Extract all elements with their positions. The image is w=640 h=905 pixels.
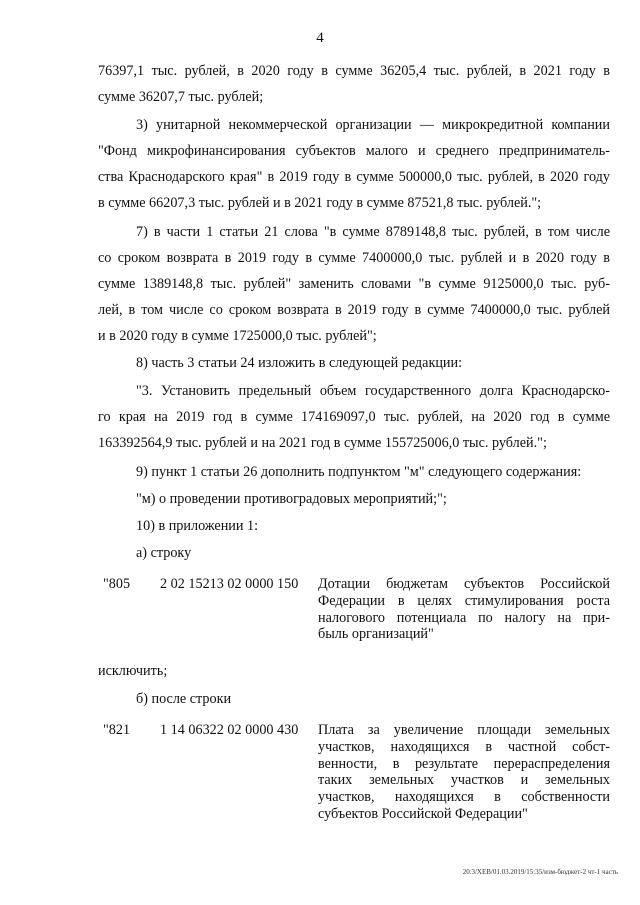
table-cell-admin-code: "805 [103, 576, 131, 592]
text-line: 76397,1 тыс. рублей, в 2020 году в сумме 36205,4 тыс. рублей, в 2021 году в [98, 63, 610, 79]
description-line: субъектов Российской Федерации" [318, 805, 528, 822]
text-line: 163392564,9 тыс. рублей и на 2021 год в сумме 155725006,0 тыс. рублей."; [98, 435, 547, 451]
text-line: 7) в части 1 статьи 21 слова "в сумме 8789148,8 тыс. рублей, в том числе [136, 224, 610, 240]
text-line: "м) о проведении противоградовых мероприятий;"; [136, 491, 447, 507]
table-cell-admin-code: "821 [103, 722, 131, 738]
description-line: налогового потенциала по налогу на при- [318, 609, 610, 626]
text-line: и в 2020 году в сумме 1725000,0 тыс. рублей"; [98, 328, 377, 344]
text-line: сумме 1389148,8 тыс. рублей" заменить словами "в сумме 9125000,0 тыс. руб- [98, 276, 610, 292]
document-footer-stamp: 20.3/ХЕВ/01.03.2019/15:35/изм-бюджет-2 чт-1 часть [462, 868, 618, 876]
text-line: 10) в приложении 1: [136, 518, 259, 534]
text-line: "3. Установить предельный объем государственного долга Краснодарско- [136, 383, 610, 399]
text-line: го края на 2019 год в сумме 174169097,0 тыс. рублей, на 2020 год в сумме [98, 409, 610, 425]
description-line: Дотации бюджетам субъектов Российской [318, 576, 610, 592]
table-cell-description [318, 576, 610, 643]
description-line: участков, находящихся в частной собст- [318, 738, 610, 755]
text-line: в сумме 66207,3 тыс. рублей и в 2021 году в сумме 87521,8 тыс. рублей."; [98, 195, 542, 211]
description-line: участков, находящихся в собственности [318, 789, 610, 806]
text-line: 9) пункт 1 статьи 26 дополнить подпунктом "м" следующего содержания: [136, 464, 582, 480]
text-line: сумме 36207,7 тыс. рублей; [98, 89, 264, 105]
text-line: исключить; [98, 663, 168, 679]
text-line: "Фонд микрофинансирования субъектов малого и среднего предприниматель- [98, 143, 610, 159]
description-line: быль организаций" [318, 626, 434, 643]
description-line: Федерации в целях стимулирования роста [318, 592, 610, 609]
text-line: ства Краснодарского края" в 2019 году в сумме 500000,0 тыс. рублей, в 2020 году [98, 169, 610, 185]
text-line: 8) часть 3 статьи 24 изложить в следующей редакции: [136, 355, 463, 371]
text-line: 3) унитарной некоммерческой организации — микрокредитной компании [136, 117, 610, 133]
description-line: венности, в результате перераспределения [318, 755, 610, 772]
table-cell-budget-code: 1 14 06322 02 0000 430 [160, 722, 299, 738]
text-line: б) после строки [136, 691, 232, 707]
text-line: лей, в том числе со сроком возврата в 2019 году в сумме 7400000,0 тыс. рублей [98, 302, 610, 318]
description-line: Плата за увеличение площади земельных [318, 722, 610, 738]
text-line: со сроком возврата в 2019 году в сумме 7400000,0 тыс. рублей и в 2020 году в [98, 250, 610, 266]
page-number: 4 [316, 30, 324, 46]
table-cell-budget-code: 2 02 15213 02 0000 150 [160, 576, 299, 592]
table-cell-description [318, 722, 610, 823]
text-line: а) строку [136, 545, 192, 561]
description-line: таких земельных участков и земельных [318, 772, 610, 789]
